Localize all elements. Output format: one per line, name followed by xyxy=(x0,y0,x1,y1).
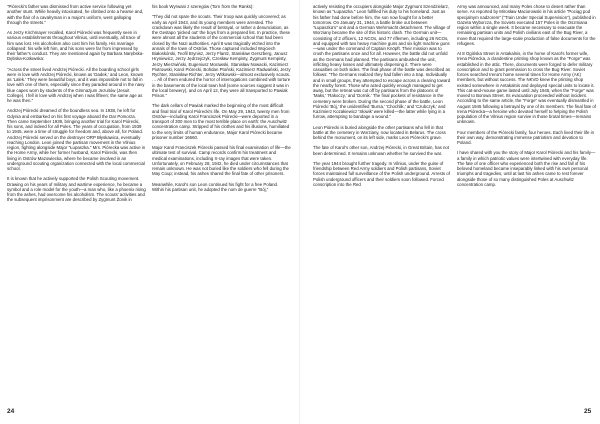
text-column-1 xyxy=(7,4,146,400)
text-column-4 xyxy=(457,4,596,400)
paragraph: As Jerzy Kirchmayer recalled, Karol Piórecki was frequently seen in various establishments throughout Vilnius, until eventually, all trace of him was lost. His alcoholism also cost him his family. His marriage collapsed: his wife left him, and his sons were far from impressed by their father's conduct. They are mentioned again by Barbara Narębska-Dębska-Kotłowska: xyxy=(7,30,144,62)
paragraph: Meanwhile, Karol's son Leon continued his fight for a free Poland. Within his partisan unit, he adopted the nom de guerre "Bój," xyxy=(152,181,279,192)
paragraph: Leon Piórecki is buried alongside the other partisans who fell in that battle at the cemetery in Worziany, now located in Belarus. The cross behind the monument, on its left side, marks Leon Piórecki's grave. xyxy=(313,124,446,140)
paragraph: his book Wyrwani z szeregów (Torn from the Ranks): xyxy=(152,4,254,9)
paragraph: Four members of the Piórecki family, four heroes. Each lived their life in their own way, demonstrating immense patriotism and devotion to Poland. xyxy=(457,129,595,145)
paragraph: Andrzej Piórecki dreamed of the boundless sea. In 1938, he left for Gdynia and embarked on his first voyage aboard the Dar Pomorza. Then came September 1939, bringing another trial for Karol Piórecki, his sons, and indeed for all Poles. The years of occupation, from 1939 to 1945, were a time of struggle for freedom and, above all, for Poland. Andrzej Piórecki served on the destroyer ORP Błyskawica, eventually reaching London. Leon joined the partisan movement in the Vilnius region, fighting alongside Major "Łupaszka." Mrs. Piórecka was active in the Home Army, while her former husband, Karol Piórecki, was then living in Ostrów Mazowiecka, where he became involved in an underground scouting organization connected with the local commercial school. xyxy=(7,108,146,171)
paragraph: Major Karol Franciszek Piórecki passed his final examination of life—the ultimate test of survival. Camp records confirm his treatment and medical examinations, including X-ray images that were taken. Unfortunately, on February 28, 1942, he died under circumstances that remain unknown. He was not buried like the soldiers who fell during the May Coup; instead, his ashes shared the final fate of other prisoners. xyxy=(152,145,291,177)
paragraph: The fate of Karol's other son, Andrzej Piórecki, in Great Britain, has not been determined. It remains unknown whether he survived the war. xyxy=(313,145,450,156)
paragraph: The year 1944 brought further tragedy. In Vilnius, under the guise of friendship between Red Army soldiers and Polish partisans, Soviet forces maintained full surveillance of the Polish underground. Arrests of Polish underground officers and their soldiers soon followed. Forced conscription into the Red xyxy=(313,160,450,187)
text-column-3 xyxy=(313,4,452,400)
paragraph: At 8 Ogińska Street in Antakalnis, in the home of Karol's former wife, Irena Piórecka, a clandestine printing shop known as the "Forge" was established in the attic. There, documents were forged to defer military conscription and to grant permission to cross the Bug River. Soviet forces searched Irena's home several times for Home Army (AK) members, but without success. The NKVD knew the printing shop existed somewhere in Antakalnis and deployed special units to locate it. This cat-and-mouse game lasted until July 1945, when the "Forge" was moved to Borowa Street. Its evacuation proceeded without incident. According to the same article, the "Forge" was eventually dismantled in August 1945 following a betrayal by one of its members. The final fate of Irena Piórecka—a heroine who devoted herself to helping the Polish population of the Vilnius region survive in those brutal times—remains unknown. xyxy=(457,51,596,125)
paragraph: I have shared with you the story of Major Karol Piórecki and his family—a family in which patriotic values were intertwined with everyday life. The fate of one officer who experienced both the rise and fall of his beloved homeland became inseparably linked with his own personal triumphs and tragedies, until at last his ashes came to rest forever alongside those of so many distinguished Poles at Auschwitz concentration camp. xyxy=(457,150,596,187)
text-column-2 xyxy=(152,4,291,400)
paragraph: actively resisting the occupiers alongside Major Zygmunt Szendzielarz, known as "Łupaszka." Leon fulfilled his duty to his homeland. Just as his father had done before him, the son now fought for a better tomorrow. On January 31, 1944, a battle broke out between "Łupaszka's" unit and a German Wehrmacht detachment. The village of Worziany became the site of this historic clash. The German unit—consisting of 2 officers, 12 NCOs, and 77 riflemen, including 26 NCOs, and equipped with two heavy machine guns and six light machine guns—was under the command of Captain Knöpft. Their mission was to crush the partisans once and for all. However, the battle did not unfold as the Germans had planned. The partisans ambushed the unit, inflicting heavy losses and ultimately dispersing it. There were casualties on both sides. The final phase of the battle was described as follows: "The Germans realized they had fallen into a trap. Individually and in small groups, they attempted to escape across a clearing toward the nearby forest. Those who acted quickly enough managed to get away, but the retreat was cut off by partisans from the platoons of 'Maks,' 'Rakoczy,' and 'Dornik.' The final pockets of resistance in the cemetery were broken. During the second phase of the battle, Leon Piórecki 'Bój,' the unidentified 'Bursa,' 'Chochlik,' and 'Czubczyk,' and Kazimierz Kozakiewicz 'Słowik' were killed—the latter while lying in a furrow, attempting to bandage a wound." xyxy=(313,4,451,120)
page-gutter xyxy=(299,0,300,424)
paragraph: "They did not spare the scouts. Their troop was quickly uncovered; as early as April 1943, and its young members were arrested. The crackdown was likely the result of betrayal, or rather a denunciation, as the Gestapo 'picked out' the boys from a prepared list. In practice, these were almost all the students of the commercial school that had been closed by the Nazi authorities. April 8 was tragically etched into the annals of the town of Ostrów. Those captured included Wojciech Białoskórski, Teofil Brynisz, Jerzy Flantz, Stanisław Gerszberg, Janusz Hryniewicz, Jerzy Jędrzejczyk, Czesław Kempisty, Zygmunt Kempisty, Jerzy Mierzwiński, Eugeniusz Morawski, Stanisław Nowacki, Kazimierz Piotrowski, Karol Piórecki, Bohdan Ptoński, Kazimierz Radwański, Jerzy Rychter, Stanisław Richter, Jerzy Witkowski—almost exclusively scouts. … All of them endured the horror of interrogations combined with torture in the basements of the local town hall (some sources suggest it was in the local brewery), and on April 12, they were all transported to Pawiak Prison." xyxy=(152,14,291,98)
paragraph: "Piórecki's father was dismissed from active service following yet another stunt. While heavily intoxicated, he climbed onto a hearse and, with the flair of a cavalryman in a major's uniform, went galloping through the streets." xyxy=(7,4,144,25)
paragraph: "Across the street lived Andrzej Piórecki. All the boarding school girls were in love with Andrzej Piórecki, known as 'Dadek,' and Leon, known as 'Lalek.' They were beautiful boys, and it was impossible not to fall in love with one of them, especially since they paraded around in the navy blue capes worn by students of the Gimnazjum Jezuitów (Jesuit College). I fell in love with Andrzej when I was fifteen; the same age as he was then." xyxy=(7,66,145,103)
paragraph: The dark cellars of Pawiak marked the beginning of the most difficult and final trial of Karol Piórecki's life. On May 29, 1943, twenty men from Ostrów—including Karol Franciszek Piórecki—were deported in a transport of 300 men to the most terrible place on earth: the Auschwitz concentration camp. Stripped of his clothes and his illusions, humiliated to the very limits of human endurance, Major Karol Piórecki became prisoner number 16660. xyxy=(152,103,290,140)
page-number-left: 24 xyxy=(7,408,15,415)
paragraph: It is known that he actively supported the Polish Scouting movement. Drawing on his years of military and wartime experience, he became a symbol and a role model for the youth—a man who, like a phoenix rising from the ashes, had overcome his alcoholism. The scouts' activities and the subsequent imprisonment are described by Zygmunt Żonik in xyxy=(7,176,146,203)
page-number-right: 25 xyxy=(584,408,592,415)
paragraph: Army was announced, and many Poles chose to desert rather than serve. As reported by Mirosław Maciorowski in his article "Pociąg pod specjalnym nadzorem" ("Train Under Special Supervision"), published in Gazeta Wyborcza, the Soviets executed 157 Poles in the Oszmiana region within a single week. It became necessary to evacuate the remaining partisan units and Polish civilians east of the Bug River, a move that required the large-scale production of false documents for the refugees. xyxy=(457,4,596,46)
